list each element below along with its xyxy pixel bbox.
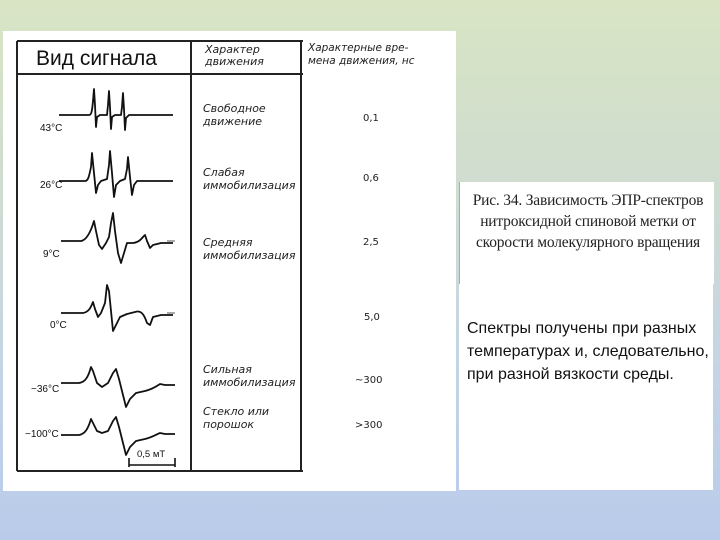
- row-time-minus100C: >300: [355, 420, 383, 431]
- spectrum-trace-minus36C: [61, 367, 175, 407]
- row-time-43C: 0,1: [363, 113, 379, 124]
- row-time-minus36C: ~300: [355, 375, 383, 386]
- spectrum-trace-9C: [61, 213, 173, 263]
- figure-caption-box: [459, 182, 714, 284]
- header-signal-type: Вид сигнала: [36, 47, 157, 70]
- row-time-0C: 5,0: [364, 312, 380, 323]
- scale-bar-label: 0,5 мТ: [137, 449, 166, 460]
- row-temp-26C: 26°С: [40, 180, 63, 191]
- row-time-9C: 2,5: [363, 237, 379, 248]
- spectrum-trace-0C: [61, 285, 173, 331]
- row-motion-43C-line-1: Свободное: [203, 102, 266, 115]
- row-temp-9C: 9°С: [43, 249, 60, 260]
- row-motion-minus36C-line-1: Сильная: [203, 363, 252, 376]
- header-times-line-1: Характерные вре-: [308, 42, 409, 54]
- figure-caption: Рис. 34. Зависимость ЭПР-спектров нитроксидной спиновой метки от скорости молекулярного вращения: [472, 192, 704, 251]
- row-temp-minus36C: −36°С: [31, 384, 60, 395]
- row-time-26C: 0,6: [363, 173, 379, 184]
- epr-spectra-table-figure: [3, 31, 456, 491]
- row-motion-minus100C-line-2: порошок: [203, 418, 255, 431]
- note-text: Спектры получены при разных температурах и, следовательно, при разной вязкости среды.: [467, 320, 709, 383]
- row-temp-minus100C: −100°С: [25, 429, 59, 440]
- note-box: [459, 284, 713, 490]
- row-motion-43C-line-2: движение: [203, 115, 263, 128]
- spectrum-trace-43C: [59, 89, 173, 130]
- row-motion-9C-line-2: иммобилизация: [203, 249, 296, 262]
- header-motion-line-1: Характер: [205, 43, 260, 56]
- row-temp-43C: 43°С: [40, 123, 63, 134]
- row-motion-26C-line-1: Слабая: [203, 166, 245, 179]
- row-motion-9C-line-1: Средняя: [203, 236, 253, 249]
- header-motion-line-2: движения: [205, 55, 264, 68]
- row-motion-minus100C-line-1: Стекло или: [203, 405, 270, 418]
- header-times-line-2: мена движения, нс: [308, 55, 415, 67]
- spectrum-trace-26C: [59, 151, 173, 197]
- table-drawing: [3, 31, 456, 491]
- row-motion-26C-line-2: иммобилизация: [203, 179, 296, 192]
- row-motion-minus36C-line-2: иммобилизация: [203, 376, 296, 389]
- row-temp-0C: 0°С: [50, 320, 67, 331]
